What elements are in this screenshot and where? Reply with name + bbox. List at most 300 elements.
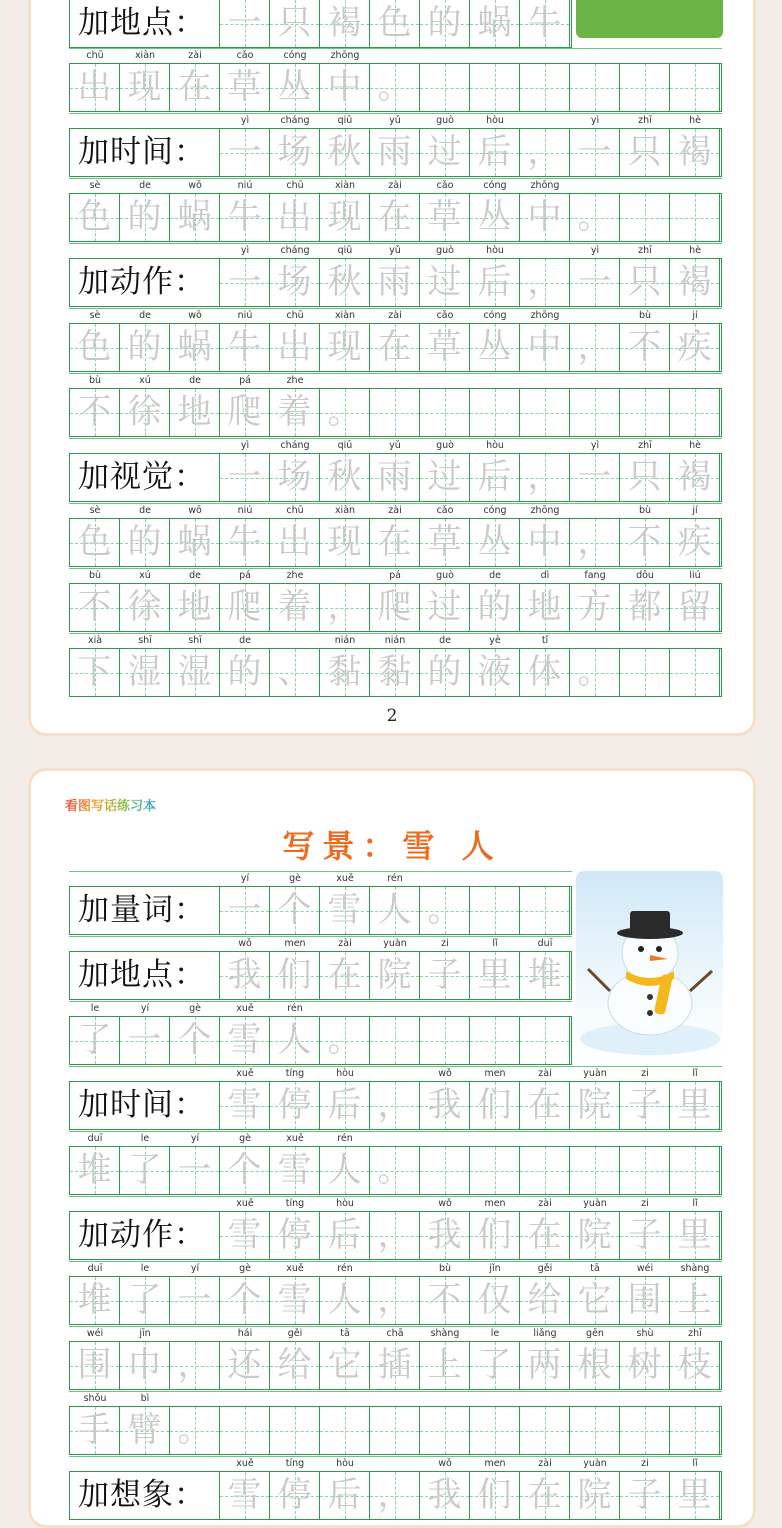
writing-cell[interactable] (470, 454, 520, 501)
writing-cell[interactable] (220, 584, 270, 631)
writing-cell[interactable] (470, 0, 520, 47)
writing-cell[interactable] (270, 952, 320, 999)
writing-cell[interactable] (570, 129, 620, 176)
writing-cell[interactable] (420, 64, 470, 111)
writing-cell[interactable] (220, 129, 270, 176)
writing-cell[interactable] (320, 952, 370, 999)
writing-cell[interactable] (670, 1212, 720, 1259)
writing-cell[interactable] (520, 1147, 570, 1194)
writing-cell[interactable] (670, 584, 720, 631)
writing-cell[interactable] (70, 584, 120, 631)
writing-cell[interactable] (670, 1147, 720, 1194)
writing-cell[interactable] (670, 1082, 720, 1129)
writing-cell[interactable] (70, 1407, 120, 1454)
writing-cell[interactable] (570, 1407, 620, 1454)
trace-character: 湿 (127, 652, 162, 692)
writing-cell[interactable] (570, 1342, 620, 1389)
writing-cell[interactable] (520, 0, 570, 47)
writing-cell[interactable] (370, 887, 420, 934)
writing-cell[interactable] (620, 389, 670, 436)
pinyin-syllable: yì (240, 115, 250, 126)
writing-cell[interactable] (270, 1212, 320, 1259)
writing-cell[interactable] (470, 129, 520, 176)
writing-cell[interactable] (70, 649, 120, 696)
writing-cell[interactable] (70, 1017, 120, 1064)
pinyin-syllable: lǐ (692, 1068, 698, 1079)
writing-cell[interactable] (420, 129, 470, 176)
writing-cell[interactable] (420, 887, 470, 934)
writing-cell[interactable] (470, 324, 520, 371)
writing-cell[interactable] (420, 259, 470, 306)
writing-cell[interactable] (270, 259, 320, 306)
writing-cell[interactable] (120, 64, 170, 111)
writing-cell[interactable] (670, 194, 720, 241)
trace-character: 湿 (177, 652, 212, 692)
writing-cell[interactable] (270, 1017, 320, 1064)
pinyin-line (69, 48, 722, 64)
writing-cell[interactable] (620, 584, 670, 631)
writing-cell[interactable] (520, 194, 570, 241)
writing-cell[interactable] (370, 194, 420, 241)
snowman-icon (576, 871, 723, 1063)
writing-cell[interactable] (320, 259, 370, 306)
writing-cell[interactable] (520, 1342, 570, 1389)
writing-cell[interactable] (470, 1082, 520, 1129)
writing-cell[interactable] (270, 324, 320, 371)
writing-cell[interactable] (370, 1212, 420, 1259)
writing-cell[interactable] (420, 1472, 470, 1519)
writing-cell[interactable] (270, 129, 320, 176)
writing-cell[interactable] (520, 454, 570, 501)
writing-cell[interactable] (120, 389, 170, 436)
writing-cell[interactable] (370, 1277, 420, 1324)
writing-cell[interactable] (670, 1342, 720, 1389)
writing-cell[interactable] (420, 1407, 470, 1454)
writing-cell[interactable] (120, 194, 170, 241)
writing-cell[interactable] (520, 1082, 570, 1129)
writing-cell[interactable] (320, 194, 370, 241)
writing-cell[interactable] (670, 649, 720, 696)
writing-cell[interactable] (220, 649, 270, 696)
writing-cell[interactable] (520, 1277, 570, 1324)
writing-cell[interactable] (270, 1407, 320, 1454)
trace-character: 色 (77, 327, 112, 367)
writing-cell[interactable] (620, 1472, 670, 1519)
writing-cell[interactable] (170, 584, 220, 631)
trace-character: 。 (427, 890, 462, 930)
writing-cell[interactable] (270, 194, 320, 241)
trace-character: 雨 (377, 457, 412, 497)
writing-cell[interactable] (320, 129, 370, 176)
pinyin-syllable: tíng (285, 1068, 305, 1079)
writing-cell[interactable] (470, 1342, 520, 1389)
writing-cell[interactable] (320, 454, 370, 501)
trace-character: 不 (77, 392, 112, 432)
trace-character: 的 (127, 327, 162, 367)
writing-cell[interactable] (120, 1342, 170, 1389)
pinyin-syllable: yì (590, 115, 600, 126)
writing-cell[interactable] (370, 1082, 420, 1129)
trace-character: 雪 (227, 1020, 262, 1060)
writing-cell[interactable] (220, 1082, 270, 1129)
writing-cell[interactable] (370, 324, 420, 371)
writing-cell[interactable] (420, 952, 470, 999)
writing-cell[interactable] (170, 194, 220, 241)
writing-cell[interactable] (520, 1472, 570, 1519)
character-cells (69, 1081, 722, 1130)
pinyin-syllable: zi (641, 1458, 649, 1469)
writing-cell[interactable] (220, 1342, 270, 1389)
trace-character: 。 (577, 652, 612, 692)
writing-cell[interactable] (470, 1017, 520, 1064)
writing-cell[interactable] (520, 1407, 570, 1454)
writing-cell[interactable] (470, 649, 520, 696)
writing-cell[interactable] (70, 194, 120, 241)
writing-cell[interactable] (420, 324, 470, 371)
writing-cell[interactable] (620, 1147, 670, 1194)
pinyin-syllable: zhī (688, 1328, 702, 1339)
writing-cell[interactable] (620, 649, 670, 696)
writing-cell[interactable] (470, 519, 520, 566)
writing-cell[interactable] (470, 64, 520, 111)
writing-cell[interactable] (320, 64, 370, 111)
trace-character: 着 (277, 392, 312, 432)
writing-cell[interactable] (620, 1342, 670, 1389)
pinyin-syllable: tíng (285, 1458, 305, 1469)
writing-cell[interactable] (220, 0, 270, 47)
writing-cell[interactable] (70, 1342, 120, 1389)
writing-cell[interactable] (220, 1277, 270, 1324)
writing-cell[interactable] (370, 1407, 420, 1454)
writing-cell[interactable] (170, 649, 220, 696)
character-cells (69, 951, 572, 1000)
writing-cell[interactable] (570, 389, 620, 436)
writing-cell[interactable] (520, 584, 570, 631)
writing-cell[interactable] (520, 1017, 570, 1064)
writing-cell[interactable] (670, 454, 720, 501)
writing-cell[interactable] (320, 649, 370, 696)
writing-cell[interactable] (470, 1147, 520, 1194)
writing-cell[interactable] (520, 324, 570, 371)
writing-cell[interactable] (170, 1407, 220, 1454)
writing-cell[interactable] (270, 649, 320, 696)
trace-character: 停 (277, 1475, 312, 1515)
pinyin-syllable: nián (334, 635, 356, 646)
pinyin-syllable: men (484, 1458, 506, 1469)
writing-cell[interactable] (620, 129, 670, 176)
writing-cell[interactable] (370, 64, 420, 111)
writing-cell[interactable] (320, 324, 370, 371)
writing-cell[interactable] (470, 194, 520, 241)
pinyin-syllable: shī (138, 635, 152, 646)
writing-cell[interactable] (270, 389, 320, 436)
writing-cell[interactable] (270, 454, 320, 501)
writing-cell[interactable] (320, 1342, 370, 1389)
writing-cell[interactable] (70, 324, 120, 371)
writing-cell[interactable] (370, 389, 420, 436)
writing-cell[interactable] (570, 194, 620, 241)
writing-cell[interactable] (420, 519, 470, 566)
writing-cell[interactable] (220, 194, 270, 241)
writing-cell[interactable] (270, 1472, 320, 1519)
character-cells (69, 648, 722, 697)
pinyin-syllable: le (490, 1328, 500, 1339)
writing-cell[interactable] (470, 584, 520, 631)
writing-cell[interactable] (320, 1277, 370, 1324)
writing-cell[interactable] (470, 887, 520, 934)
writing-cell[interactable] (370, 1017, 420, 1064)
trace-character: 一 (227, 3, 262, 43)
writing-cell[interactable] (670, 259, 720, 306)
writing-cell[interactable] (570, 454, 620, 501)
writing-cell[interactable] (170, 64, 220, 111)
pinyin-syllable: chū (286, 310, 304, 321)
writing-cell[interactable] (420, 1212, 470, 1259)
writing-cell[interactable] (570, 64, 620, 111)
writing-cell[interactable] (420, 1342, 470, 1389)
writing-cell[interactable] (570, 324, 620, 371)
writing-cell[interactable] (570, 1472, 620, 1519)
trace-character (220, 1407, 269, 1454)
trace-character: 只 (277, 3, 312, 43)
writing-cell[interactable] (620, 1407, 670, 1454)
writing-cell[interactable] (520, 519, 570, 566)
writing-cell[interactable] (320, 1147, 370, 1194)
pinyin-syllable: pá (239, 375, 251, 386)
pinyin-line (69, 568, 722, 584)
trace-character: 现 (327, 197, 362, 237)
writing-cell[interactable] (670, 129, 720, 176)
writing-cell[interactable] (470, 1407, 520, 1454)
writing-cell[interactable] (520, 887, 570, 934)
trace-character: 中 (527, 197, 562, 237)
writing-cell[interactable] (270, 0, 320, 47)
writing-cell[interactable] (470, 389, 520, 436)
writing-cell[interactable] (120, 1277, 170, 1324)
writing-cell[interactable] (470, 259, 520, 306)
writing-cell[interactable] (320, 1017, 370, 1064)
writing-cell[interactable] (670, 1407, 720, 1454)
writing-cell[interactable] (120, 649, 170, 696)
writing-cell[interactable] (220, 1017, 270, 1064)
writing-cell[interactable] (320, 584, 370, 631)
writing-cell[interactable] (370, 1472, 420, 1519)
trace-character: 不 (627, 522, 662, 562)
trace-character (470, 64, 519, 111)
row-prompt-label: 加动作： (70, 259, 220, 306)
writing-cell[interactable] (120, 519, 170, 566)
writing-cell[interactable] (520, 389, 570, 436)
writing-cell[interactable] (470, 952, 520, 999)
trace-character (670, 649, 719, 696)
writing-cell[interactable] (570, 649, 620, 696)
pinyin-syllable: wǒ (238, 938, 252, 949)
writing-cell[interactable] (270, 584, 320, 631)
writing-cell[interactable] (270, 1342, 320, 1389)
writing-cell[interactable] (420, 389, 470, 436)
pinyin-syllable: zhōng (530, 310, 560, 321)
writing-cell[interactable] (570, 1212, 620, 1259)
writing-cell[interactable] (620, 194, 670, 241)
writing-cell[interactable] (70, 64, 120, 111)
trace-character: ， (377, 1475, 412, 1515)
trace-character: 草 (427, 197, 462, 237)
writing-cell[interactable] (220, 1472, 270, 1519)
writing-cell[interactable] (320, 1472, 370, 1519)
writing-cell[interactable] (520, 649, 570, 696)
writing-cell[interactable] (320, 1082, 370, 1129)
pinyin-syllable: zhī (638, 245, 652, 256)
writing-cell[interactable] (220, 887, 270, 934)
writing-cell[interactable] (370, 454, 420, 501)
trace-character: 褐 (677, 262, 712, 302)
writing-cell[interactable] (220, 389, 270, 436)
writing-cell[interactable] (570, 1277, 620, 1324)
writing-cell[interactable] (420, 1147, 470, 1194)
writing-cell[interactable] (220, 64, 270, 111)
trace-character: 现 (327, 327, 362, 367)
writing-cell[interactable] (620, 519, 670, 566)
trace-character: 了 (77, 1020, 112, 1060)
writing-cell[interactable] (170, 1342, 220, 1389)
writing-cell[interactable] (370, 1147, 420, 1194)
pinyin-syllable: pá (239, 570, 251, 581)
writing-cell[interactable] (370, 952, 420, 999)
writing-cell[interactable] (420, 584, 470, 631)
writing-cell[interactable] (70, 1147, 120, 1194)
writing-cell[interactable] (370, 649, 420, 696)
writing-cell[interactable] (520, 952, 570, 999)
writing-cell[interactable] (420, 0, 470, 47)
writing-cell[interactable] (220, 454, 270, 501)
writing-cell[interactable] (220, 324, 270, 371)
trace-character (520, 1407, 569, 1454)
writing-cell[interactable] (520, 1212, 570, 1259)
writing-cell[interactable] (220, 259, 270, 306)
writing-cell[interactable] (520, 259, 570, 306)
writing-cell[interactable] (570, 1082, 620, 1129)
writing-cell[interactable] (170, 1147, 220, 1194)
writing-cell[interactable] (670, 64, 720, 111)
writing-cell[interactable] (370, 129, 420, 176)
writing-cell[interactable] (420, 194, 470, 241)
writing-cell[interactable] (320, 0, 370, 47)
writing-cell[interactable] (70, 1277, 120, 1324)
writing-cell[interactable] (420, 649, 470, 696)
writing-cell[interactable] (470, 1277, 520, 1324)
writing-cell[interactable] (420, 1277, 470, 1324)
character-cells (69, 0, 572, 48)
writing-cell[interactable] (220, 952, 270, 999)
writing-cell[interactable] (270, 519, 320, 566)
writing-cell[interactable] (420, 1017, 470, 1064)
writing-cell[interactable] (320, 519, 370, 566)
trace-character (570, 1147, 619, 1194)
writing-cell[interactable] (670, 324, 720, 371)
writing-cell[interactable] (270, 887, 320, 934)
writing-cell[interactable] (120, 1407, 170, 1454)
writing-cell[interactable] (120, 1147, 170, 1194)
writing-cell[interactable] (120, 1017, 170, 1064)
pinyin-syllable: yuàn (583, 1198, 607, 1209)
writing-cell[interactable] (270, 1082, 320, 1129)
writing-cell[interactable] (170, 324, 220, 371)
writing-cell[interactable] (320, 1212, 370, 1259)
writing-cell[interactable] (620, 64, 670, 111)
trace-character: 着 (277, 587, 312, 627)
writing-cell[interactable] (220, 1407, 270, 1454)
trace-character (470, 1407, 519, 1454)
trace-character (420, 64, 469, 111)
writing-cell[interactable] (670, 1472, 720, 1519)
writing-cell[interactable] (120, 324, 170, 371)
writing-cell[interactable] (170, 389, 220, 436)
writing-cell[interactable] (420, 1082, 470, 1129)
writing-cell[interactable] (270, 1147, 320, 1194)
writing-cell[interactable] (370, 0, 420, 47)
trace-character: 我 (427, 1085, 462, 1125)
writing-cell[interactable] (620, 454, 670, 501)
trace-character: 疾 (677, 327, 712, 367)
trace-character: 停 (277, 1085, 312, 1125)
writing-cell[interactable] (270, 1277, 320, 1324)
writing-cell[interactable] (220, 519, 270, 566)
writing-cell[interactable] (470, 1472, 520, 1519)
writing-cell[interactable] (120, 584, 170, 631)
writing-cell[interactable] (570, 1147, 620, 1194)
trace-character (570, 389, 619, 436)
writing-cell[interactable] (620, 259, 670, 306)
trace-character (620, 194, 669, 241)
writing-cell[interactable] (320, 389, 370, 436)
writing-cell[interactable] (570, 519, 620, 566)
writing-cell[interactable] (220, 1212, 270, 1259)
writing-cell[interactable] (320, 1407, 370, 1454)
writing-cell[interactable] (420, 454, 470, 501)
writing-cell[interactable] (370, 584, 420, 631)
writing-cell[interactable] (370, 1342, 420, 1389)
writing-cell[interactable] (570, 584, 620, 631)
pinyin-syllable: cóng (283, 50, 307, 61)
writing-cell[interactable] (370, 519, 420, 566)
pinyin-syllable: rén (337, 1263, 353, 1274)
pinyin-syllable: guò (436, 245, 454, 256)
writing-cell[interactable] (170, 519, 220, 566)
writing-cell[interactable] (620, 324, 670, 371)
writing-cell[interactable] (670, 1277, 720, 1324)
writing-cell[interactable] (670, 519, 720, 566)
writing-cell[interactable] (470, 1212, 520, 1259)
writing-cell[interactable] (320, 887, 370, 934)
writing-cell[interactable] (70, 389, 120, 436)
writing-cell[interactable] (520, 64, 570, 111)
writing-cell[interactable] (670, 389, 720, 436)
trace-character (520, 887, 569, 934)
writing-cell[interactable] (370, 259, 420, 306)
writing-cell[interactable] (170, 1017, 220, 1064)
writing-cell[interactable] (620, 1277, 670, 1324)
writing-cell[interactable] (620, 1082, 670, 1129)
writing-cell[interactable] (270, 64, 320, 111)
trace-character (620, 389, 669, 436)
pinyin-syllable: wǒ (438, 1198, 452, 1209)
writing-cell[interactable] (70, 519, 120, 566)
writing-cell[interactable] (520, 129, 570, 176)
writing-cell[interactable] (620, 1212, 670, 1259)
writing-cell[interactable] (170, 1277, 220, 1324)
writing-cell[interactable] (570, 259, 620, 306)
writing-cell[interactable] (220, 1147, 270, 1194)
